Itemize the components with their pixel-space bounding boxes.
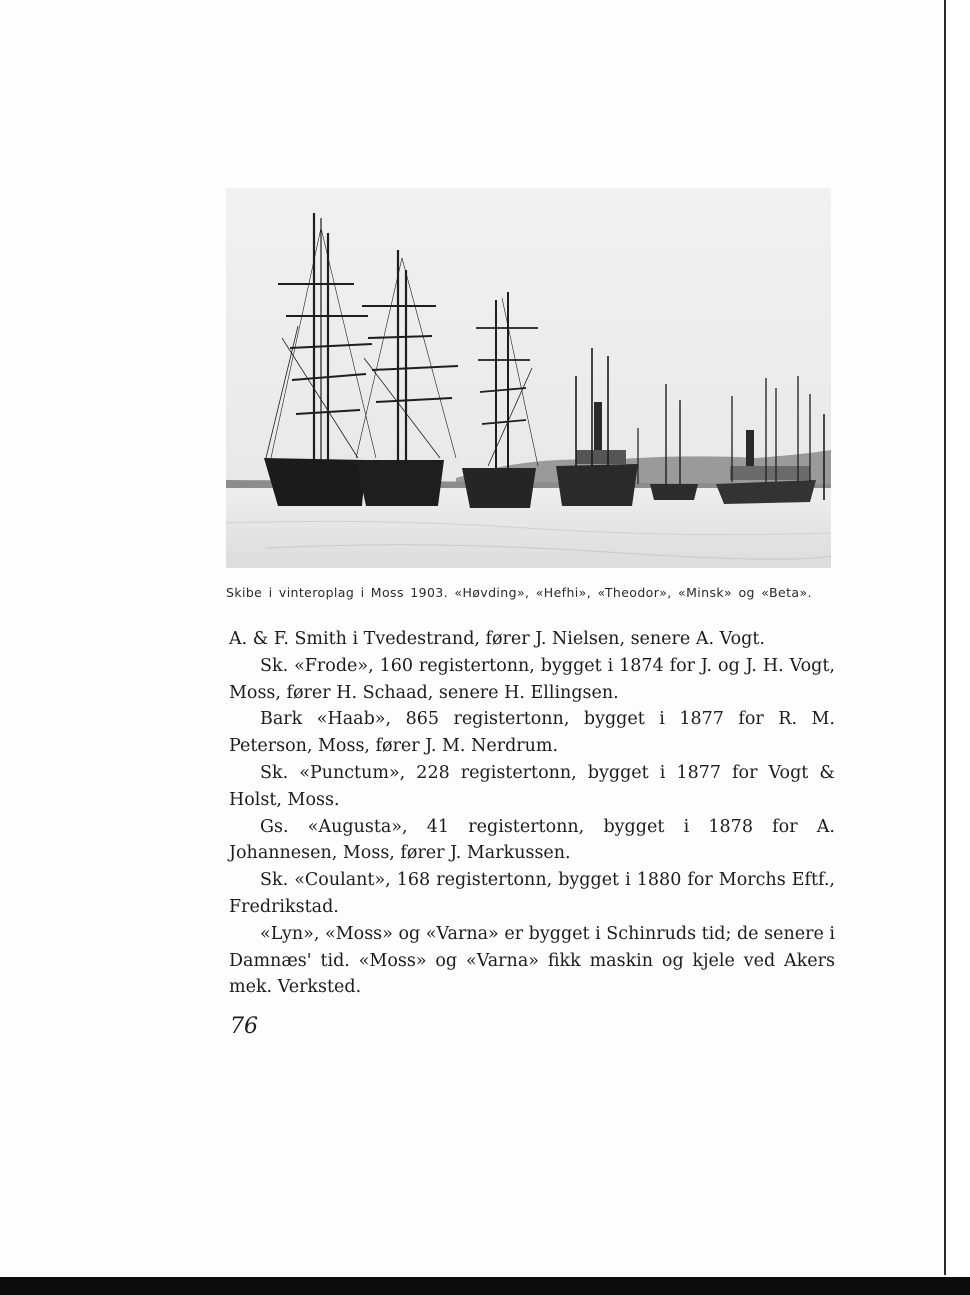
paragraph: Sk. «Frode», 160 registertonn, bygget i 1874 for J. og J. H. Vogt, Moss, fører H. Schaad, senere H. Ellingsen.: [229, 655, 835, 703]
paragraph: Bark «Haab», 865 registertonn, bygget i 1877 for R. M. Peterson, Moss, fører J. M. Nerdrum.: [229, 709, 835, 757]
paragraph: Sk. «Punctum», 228 registertonn, bygget i 1877 for Vogt & Holst, Moss.: [229, 762, 835, 810]
harbor-ships-photo: [226, 188, 831, 568]
page-number: 76: [230, 1014, 258, 1039]
paragraph: Gs. «Augusta», 41 registertonn, bygget i 1878 for A. Johannesen, Moss, fører J. Markussen.: [229, 816, 835, 864]
photo-caption: Skibe i vinteroplag i Moss 1903. «Høvding», «Hefhi», «Theodor», «Minsk» og «Beta».: [226, 585, 812, 600]
paragraph: A. & F. Smith i Tvedestrand, fører J. Nielsen, senere A. Vogt.: [229, 629, 765, 649]
body-text: [229, 626, 835, 1001]
paragraph: «Lyn», «Moss» og «Varna» er bygget i Schinruds tid; de senere i Damnæs' tid. «Moss» og «Varna» fikk maskin og kjele ved Akers mek. Verksted.: [229, 923, 835, 998]
adjacent-page-edge: [946, 0, 970, 1275]
harbor-ships-photo-icon: [226, 188, 831, 568]
paragraph: Sk. «Coulant», 168 registertonn, bygget i 1880 for Morchs Eftf., Fredrikstad.: [229, 870, 835, 917]
scan-bottom-border: [0, 1277, 970, 1295]
